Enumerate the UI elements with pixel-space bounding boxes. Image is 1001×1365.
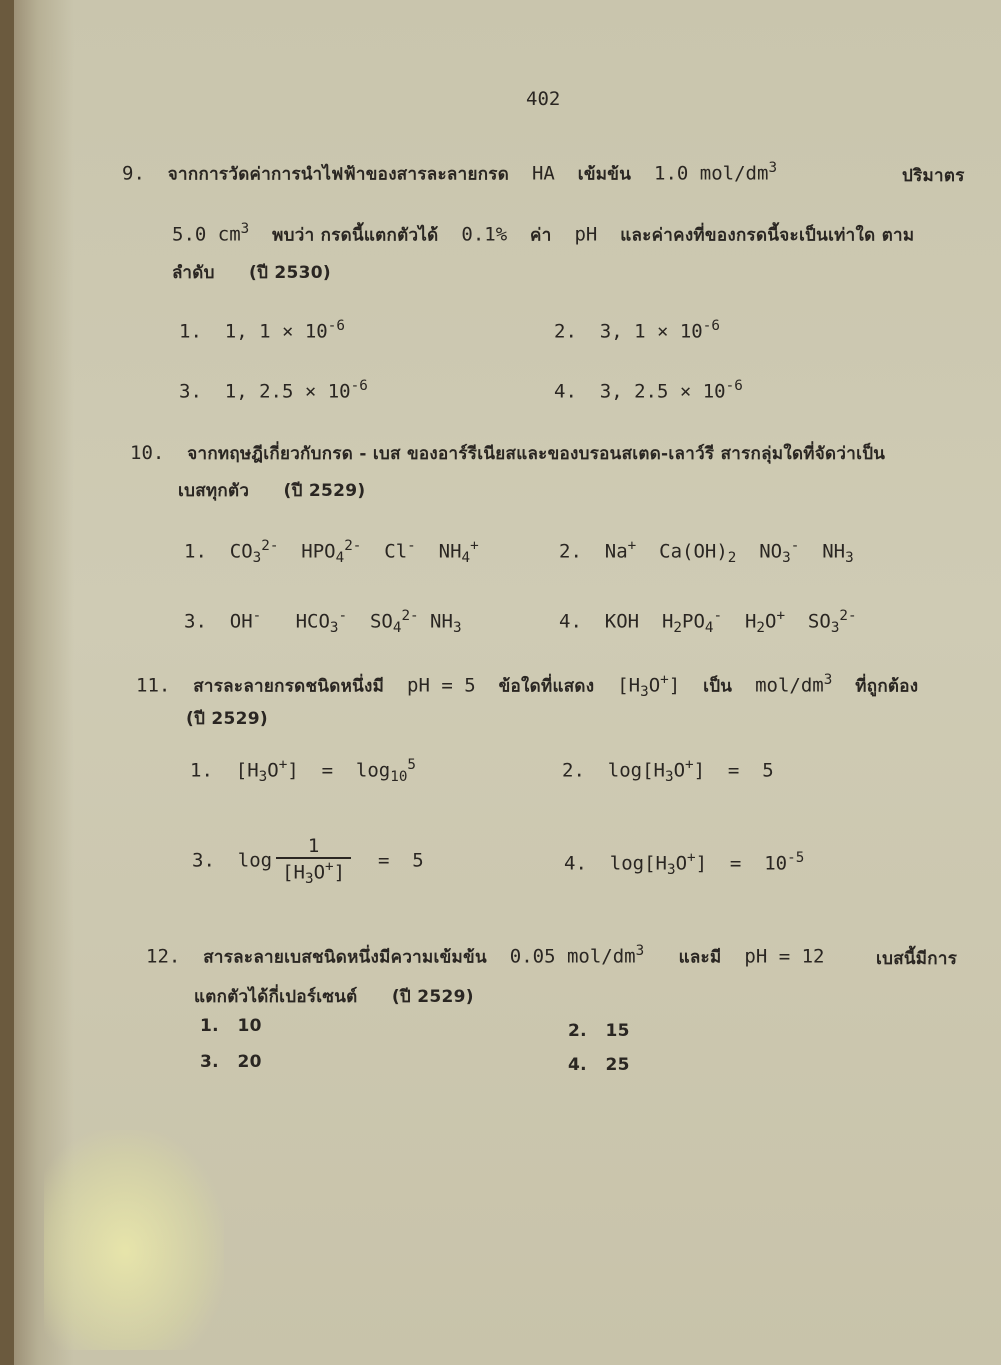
choice-label: 2. — [554, 320, 577, 343]
fraction: $\frac{1}{[H_3O^+]}$ — [276, 835, 351, 887]
question-text: เข้มข้น — [577, 164, 632, 185]
question-10-line-2 — [178, 477, 365, 504]
question-text: ปริมาตร — [902, 166, 965, 186]
choice-label: 1. — [190, 759, 213, 782]
question-text: สารละลายกรดชนิดหนึ่งมี — [193, 676, 385, 697]
choice-10-3: 3. OH- $HCO_3^-$ $SO_4^{2-}$ $NH_3$ — [184, 608, 462, 637]
choice-label: 4. — [554, 380, 577, 403]
percent: 0.1% — [461, 223, 508, 246]
question-number: 11. — [136, 674, 171, 697]
question-text: พบว่า กรดนี้แตกตัวได้ — [272, 225, 439, 246]
question-12-line-1 — [146, 943, 824, 970]
question-text: เบสนี้มีการ — [876, 949, 958, 969]
question-text: ค่า — [530, 225, 552, 246]
volume: 5.0 cm — [172, 223, 241, 246]
year-note: (ปี 2529) — [186, 709, 268, 729]
question-9-line-2 — [172, 221, 914, 248]
question-text: จากการวัดค่าการนำไฟฟ้าของสารละลายกรด — [167, 164, 510, 185]
exponent: -6 — [725, 378, 743, 394]
concentration: 0.05 mol/dm — [509, 945, 636, 968]
superscript: 3 — [635, 943, 645, 959]
year-note: (ปี 2529) — [391, 987, 474, 1007]
exponent: -6 — [702, 318, 720, 334]
choice-label: 3. — [184, 610, 207, 633]
page-number: 402 — [526, 88, 561, 110]
question-text: ลำดับ — [172, 263, 215, 283]
choice-label: 4. — [559, 610, 582, 633]
choice-9-3 — [179, 378, 368, 402]
choice-12-2 — [568, 1021, 630, 1041]
superscript: 3 — [823, 672, 833, 688]
choice-9-2 — [554, 318, 720, 342]
question-text: ข้อใดที่แสดง — [498, 676, 595, 697]
ph-value: pH = 5 — [407, 674, 476, 697]
question-text: และมี — [678, 947, 722, 968]
choice-label: 3. — [179, 380, 202, 403]
question-text: จากทฤษฎีเกี่ยวกับกรด - เบส ของอาร์รีเนียสและของบรอนสเตด-เลาว์รี สารกลุ่มใดที่จัดว่าเป็น — [187, 444, 886, 464]
choice-label: 4. — [568, 1055, 587, 1075]
choice-label: 1. — [179, 320, 202, 343]
choice-11-1: 1. $[H_3O^+] = \log_{10}^5$ — [190, 757, 417, 786]
document-page — [14, 0, 1001, 1365]
question-text: สารละลายเบสชนิดหนึ่งมีความเข้มข้น — [203, 947, 487, 968]
question-number: 10. — [130, 442, 165, 464]
superscript: 3 — [240, 221, 250, 237]
question-11-line-1: 11. สารละลายกรดชนิดหนึ่งมี pH = 5 ข้อใดที่แสดง $[H_3O^+]$ เป็น mol/$dm^3$ ที่ถูกต้อง — [136, 672, 919, 701]
choice-12-1 — [200, 1016, 262, 1036]
unit: mol/dm — [755, 674, 824, 697]
choice-label: 2. — [568, 1021, 587, 1041]
choice-10-1: 1. $CO_3^{2-}$ $HPO_4^{2-}$ Cl- $NH_4^+$ — [184, 538, 479, 567]
choice-label: 2. — [562, 759, 585, 782]
choice-text: 3, 1 × 10 — [599, 320, 703, 343]
concentration: 1.0 mol/dm — [654, 162, 769, 185]
choice-12-4 — [568, 1055, 630, 1075]
question-11-line-2 — [186, 705, 268, 732]
year-note: (ปี 2530) — [249, 263, 331, 283]
exponent: -6 — [350, 378, 368, 394]
year-note: (ปี 2529) — [283, 481, 366, 501]
choice-label: 3. — [192, 849, 215, 872]
choice-9-1 — [179, 318, 345, 342]
formula: HA — [531, 162, 555, 185]
choice-11-4: 4. $\log[H_3O^+] = 10^{-5}$ — [564, 850, 805, 879]
choice-text: 3, 2.5 × 10 — [599, 380, 726, 403]
choice-11-2: 2. $\log[H_3O^+] = 5$ — [562, 757, 774, 786]
question-9-line-1 — [122, 160, 777, 187]
question-text: และค่าคงที่ของกรดนี้จะเป็นเท่าใด ตาม — [620, 225, 915, 246]
choice-label: 2. — [559, 540, 582, 563]
choice-10-2: 2. Na+ $Ca(OH)_2$ $NO_3^-$ $NH_3$ — [559, 538, 854, 567]
choice-label: 3. — [200, 1052, 219, 1072]
choice-label: 1. — [184, 540, 207, 563]
choice-value: 25 — [605, 1055, 630, 1075]
question-text: เป็น — [703, 676, 733, 697]
question-9-line-3 — [172, 259, 331, 286]
superscript: 3 — [768, 160, 778, 176]
ph-symbol: pH — [574, 223, 598, 246]
question-text: ที่ถูกต้อง — [855, 676, 919, 697]
choice-value: 20 — [237, 1052, 262, 1072]
exponent: -6 — [327, 318, 345, 334]
choice-11-3: 3. log $\frac{1}{[H_3O^+]}$ = 5 — [192, 835, 424, 888]
choice-value: 15 — [605, 1021, 630, 1041]
choice-label: 1. — [200, 1016, 219, 1036]
question-10-line-1 — [130, 440, 885, 467]
choice-text: 1, 2.5 × 10 — [224, 380, 351, 403]
ph-value: pH = 12 — [744, 945, 825, 968]
question-number: 9. — [122, 162, 145, 185]
choice-value: 10 — [237, 1016, 262, 1036]
choice-9-4 — [554, 378, 743, 402]
question-number: 12. — [146, 945, 181, 968]
choice-10-4: 4. KOH $H_2PO_4^-$ $H_2O^+$ $SO_3^{2-}$ — [559, 608, 857, 637]
question-12-line-2 — [194, 983, 474, 1010]
choice-text: 1, 1 × 10 — [224, 320, 328, 343]
paper-stain — [44, 1130, 224, 1350]
choice-label: 4. — [564, 852, 587, 875]
question-text: แตกตัวได้กี่เปอร์เซนต์ — [194, 987, 358, 1007]
choice-12-3 — [200, 1052, 262, 1072]
question-text: เบสทุกตัว — [178, 481, 250, 501]
